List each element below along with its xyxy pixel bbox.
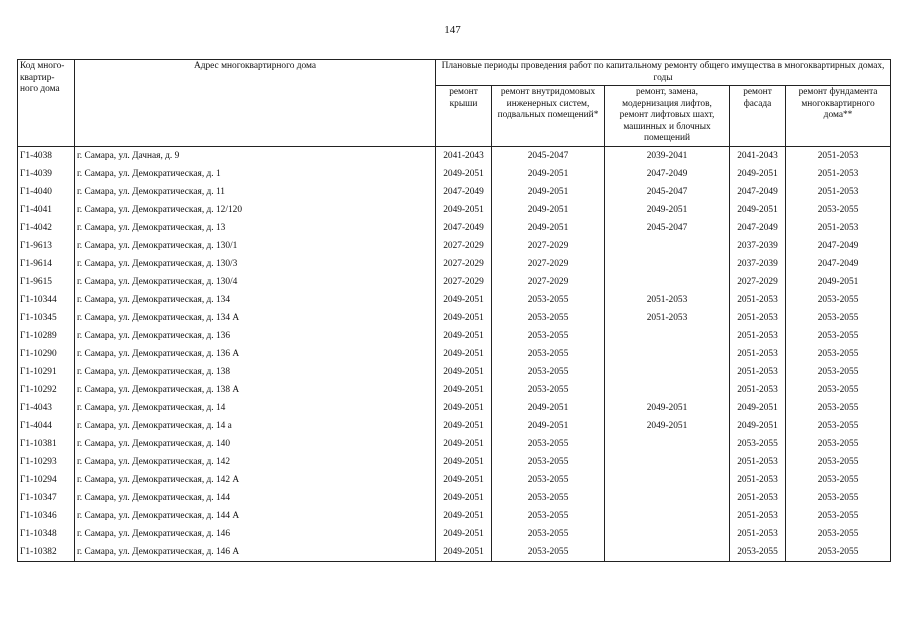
cell-code: Г1-10344 — [18, 291, 75, 309]
table-row — [18, 417, 891, 435]
cell-roof: 2049-2051 — [436, 525, 492, 543]
cell-code: Г1-10382 — [18, 543, 75, 562]
cell-foundation: 2053-2055 — [786, 381, 891, 399]
header-row-top — [18, 60, 891, 86]
cell-elevators — [605, 327, 730, 345]
capital-repair-schedule-table — [17, 59, 891, 562]
table-row — [18, 525, 891, 543]
cell-elevators — [605, 273, 730, 291]
cell-address: г. Самара, ул. Демократическая, д. 136 А — [75, 345, 436, 363]
cell-foundation: 2047-2049 — [786, 255, 891, 273]
table-row — [18, 165, 891, 183]
cell-elevators: 2045-2047 — [605, 183, 730, 201]
cell-engineering: 2049-2051 — [492, 399, 605, 417]
cell-foundation: 2053-2055 — [786, 345, 891, 363]
header-facade: ремонт фасада — [730, 86, 786, 147]
table-row — [18, 219, 891, 237]
cell-code: Г1-10346 — [18, 507, 75, 525]
page-number: 147 — [444, 24, 461, 36]
cell-roof: 2027-2029 — [436, 273, 492, 291]
cell-code: Г1-10345 — [18, 309, 75, 327]
cell-facade: 2047-2049 — [730, 219, 786, 237]
cell-address: г. Самара, ул. Демократическая, д. 146 А — [75, 543, 436, 562]
cell-elevators — [605, 489, 730, 507]
cell-facade: 2051-2053 — [730, 471, 786, 489]
table-body — [18, 146, 891, 561]
cell-engineering: 2049-2051 — [492, 165, 605, 183]
cell-foundation: 2053-2055 — [786, 291, 891, 309]
cell-elevators — [605, 363, 730, 381]
cell-elevators — [605, 471, 730, 489]
cell-facade: 2053-2055 — [730, 435, 786, 453]
cell-roof: 2047-2049 — [436, 219, 492, 237]
cell-foundation: 2053-2055 — [786, 489, 891, 507]
cell-engineering: 2053-2055 — [492, 327, 605, 345]
cell-elevators: 2045-2047 — [605, 219, 730, 237]
cell-roof: 2049-2051 — [436, 309, 492, 327]
cell-roof: 2049-2051 — [436, 507, 492, 525]
cell-roof: 2049-2051 — [436, 435, 492, 453]
table-row — [18, 543, 891, 562]
cell-engineering: 2053-2055 — [492, 525, 605, 543]
cell-engineering: 2027-2029 — [492, 255, 605, 273]
cell-roof: 2049-2051 — [436, 417, 492, 435]
cell-address: г. Самара, ул. Демократическая, д. 136 — [75, 327, 436, 345]
cell-foundation: 2049-2051 — [786, 273, 891, 291]
cell-facade: 2051-2053 — [730, 489, 786, 507]
table-row — [18, 363, 891, 381]
cell-code: Г1-9614 — [18, 255, 75, 273]
cell-address: г. Самара, ул. Демократическая, д. 138 А — [75, 381, 436, 399]
cell-address: г. Самара, ул. Демократическая, д. 138 — [75, 363, 436, 381]
cell-roof: 2049-2051 — [436, 363, 492, 381]
table-row — [18, 381, 891, 399]
cell-engineering: 2049-2051 — [492, 219, 605, 237]
header-code: Код много-квартир-ного дома — [18, 60, 75, 147]
cell-elevators — [605, 381, 730, 399]
cell-foundation: 2053-2055 — [786, 309, 891, 327]
cell-foundation: 2051-2053 — [786, 146, 891, 165]
cell-elevators: 2051-2053 — [605, 309, 730, 327]
cell-engineering: 2053-2055 — [492, 489, 605, 507]
cell-elevators — [605, 255, 730, 273]
cell-facade: 2037-2039 — [730, 255, 786, 273]
cell-foundation: 2047-2049 — [786, 237, 891, 255]
cell-facade: 2053-2055 — [730, 543, 786, 562]
header-engineering: ремонт внутридомовых инженерных систем, подвальных помещений* — [492, 86, 605, 147]
cell-address: г. Самара, ул. Демократическая, д. 11 — [75, 183, 436, 201]
cell-roof: 2041-2043 — [436, 146, 492, 165]
cell-address: г. Самара, ул. Демократическая, д. 130/1 — [75, 237, 436, 255]
cell-elevators — [605, 435, 730, 453]
cell-elevators: 2039-2041 — [605, 146, 730, 165]
cell-roof: 2047-2049 — [436, 183, 492, 201]
cell-address: г. Самара, ул. Демократическая, д. 140 — [75, 435, 436, 453]
cell-facade: 2051-2053 — [730, 345, 786, 363]
cell-roof: 2049-2051 — [436, 327, 492, 345]
table-row — [18, 327, 891, 345]
table-row — [18, 309, 891, 327]
cell-foundation: 2053-2055 — [786, 201, 891, 219]
cell-code: Г1-10289 — [18, 327, 75, 345]
cell-code: Г1-4041 — [18, 201, 75, 219]
cell-elevators: 2049-2051 — [605, 417, 730, 435]
cell-facade: 2051-2053 — [730, 525, 786, 543]
cell-roof: 2049-2051 — [436, 201, 492, 219]
cell-elevators — [605, 543, 730, 562]
cell-foundation: 2053-2055 — [786, 525, 891, 543]
cell-roof: 2049-2051 — [436, 453, 492, 471]
cell-engineering: 2027-2029 — [492, 237, 605, 255]
cell-facade: 2049-2051 — [730, 417, 786, 435]
cell-address: г. Самара, ул. Демократическая, д. 134 — [75, 291, 436, 309]
cell-address: г. Самара, ул. Дачная, д. 9 — [75, 146, 436, 165]
cell-roof: 2049-2051 — [436, 381, 492, 399]
cell-code: Г1-10381 — [18, 435, 75, 453]
cell-foundation: 2053-2055 — [786, 507, 891, 525]
cell-engineering: 2049-2051 — [492, 183, 605, 201]
header-periods-group: Плановые периоды проведения работ по капитальному ремонту общего имущества в многоквартирных домах, годы — [436, 60, 891, 86]
cell-code: Г1-10290 — [18, 345, 75, 363]
table-row — [18, 201, 891, 219]
table-row — [18, 435, 891, 453]
table-row — [18, 255, 891, 273]
cell-code: Г1-10347 — [18, 489, 75, 507]
cell-code: Г1-10291 — [18, 363, 75, 381]
cell-elevators: 2047-2049 — [605, 165, 730, 183]
cell-engineering: 2053-2055 — [492, 309, 605, 327]
cell-address: г. Самара, ул. Демократическая, д. 146 — [75, 525, 436, 543]
cell-facade: 2041-2043 — [730, 146, 786, 165]
cell-code: Г1-9613 — [18, 237, 75, 255]
cell-roof: 2027-2029 — [436, 237, 492, 255]
cell-engineering: 2049-2051 — [492, 417, 605, 435]
cell-elevators — [605, 345, 730, 363]
cell-code: Г1-10292 — [18, 381, 75, 399]
cell-facade: 2049-2051 — [730, 165, 786, 183]
cell-address: г. Самара, ул. Демократическая, д. 144 — [75, 489, 436, 507]
cell-elevators — [605, 507, 730, 525]
cell-engineering: 2053-2055 — [492, 507, 605, 525]
cell-address: г. Самара, ул. Демократическая, д. 144 А — [75, 507, 436, 525]
cell-code: Г1-10293 — [18, 453, 75, 471]
cell-elevators — [605, 525, 730, 543]
header-address: Адрес многоквартирного дома — [75, 60, 436, 147]
cell-code: Г1-4040 — [18, 183, 75, 201]
cell-engineering: 2053-2055 — [492, 471, 605, 489]
cell-address: г. Самара, ул. Демократическая, д. 142 А — [75, 471, 436, 489]
cell-engineering: 2053-2055 — [492, 453, 605, 471]
cell-elevators: 2049-2051 — [605, 399, 730, 417]
table-row — [18, 237, 891, 255]
cell-engineering: 2053-2055 — [492, 345, 605, 363]
cell-facade: 2051-2053 — [730, 309, 786, 327]
cell-foundation: 2051-2053 — [786, 219, 891, 237]
table-row — [18, 273, 891, 291]
cell-facade: 2051-2053 — [730, 381, 786, 399]
cell-roof: 2049-2051 — [436, 399, 492, 417]
cell-roof: 2049-2051 — [436, 489, 492, 507]
cell-address: г. Самара, ул. Демократическая, д. 12/120 — [75, 201, 436, 219]
cell-code: Г1-4042 — [18, 219, 75, 237]
cell-foundation: 2053-2055 — [786, 453, 891, 471]
cell-engineering: 2053-2055 — [492, 435, 605, 453]
table-row — [18, 146, 891, 165]
cell-foundation: 2051-2053 — [786, 183, 891, 201]
cell-engineering: 2027-2029 — [492, 273, 605, 291]
cell-address: г. Самара, ул. Демократическая, д. 134 А — [75, 309, 436, 327]
cell-roof: 2049-2051 — [436, 471, 492, 489]
cell-foundation: 2053-2055 — [786, 363, 891, 381]
cell-engineering: 2045-2047 — [492, 146, 605, 165]
cell-engineering: 2053-2055 — [492, 291, 605, 309]
cell-elevators — [605, 453, 730, 471]
cell-facade: 2027-2029 — [730, 273, 786, 291]
cell-engineering: 2053-2055 — [492, 543, 605, 562]
table-row — [18, 345, 891, 363]
cell-address: г. Самара, ул. Демократическая, д. 130/4 — [75, 273, 436, 291]
cell-code: Г1-4044 — [18, 417, 75, 435]
header-roof: ремонт крыши — [436, 86, 492, 147]
cell-code: Г1-10348 — [18, 525, 75, 543]
table-row — [18, 453, 891, 471]
cell-address: г. Самара, ул. Демократическая, д. 1 — [75, 165, 436, 183]
cell-foundation: 2053-2055 — [786, 399, 891, 417]
cell-roof: 2027-2029 — [436, 255, 492, 273]
cell-elevators: 2049-2051 — [605, 201, 730, 219]
cell-elevators: 2051-2053 — [605, 291, 730, 309]
table-row — [18, 183, 891, 201]
cell-foundation: 2053-2055 — [786, 435, 891, 453]
cell-foundation: 2053-2055 — [786, 543, 891, 562]
cell-roof: 2049-2051 — [436, 165, 492, 183]
cell-facade: 2051-2053 — [730, 507, 786, 525]
cell-facade: 2051-2053 — [730, 291, 786, 309]
cell-address: г. Самара, ул. Демократическая, д. 14 а — [75, 417, 436, 435]
cell-code: Г1-10294 — [18, 471, 75, 489]
cell-roof: 2049-2051 — [436, 291, 492, 309]
cell-facade: 2049-2051 — [730, 399, 786, 417]
cell-roof: 2049-2051 — [436, 345, 492, 363]
table-row — [18, 291, 891, 309]
cell-facade: 2051-2053 — [730, 363, 786, 381]
table-row — [18, 507, 891, 525]
cell-address: г. Самара, ул. Демократическая, д. 142 — [75, 453, 436, 471]
cell-address: г. Самара, ул. Демократическая, д. 130/3 — [75, 255, 436, 273]
cell-foundation: 2053-2055 — [786, 417, 891, 435]
cell-facade: 2051-2053 — [730, 453, 786, 471]
cell-facade: 2051-2053 — [730, 327, 786, 345]
cell-facade: 2037-2039 — [730, 237, 786, 255]
cell-roof: 2049-2051 — [436, 543, 492, 562]
cell-foundation: 2053-2055 — [786, 471, 891, 489]
cell-address: г. Самара, ул. Демократическая, д. 14 — [75, 399, 436, 417]
cell-code: Г1-4043 — [18, 399, 75, 417]
cell-code: Г1-9615 — [18, 273, 75, 291]
cell-address: г. Самара, ул. Демократическая, д. 13 — [75, 219, 436, 237]
cell-foundation: 2053-2055 — [786, 327, 891, 345]
header-foundation: ремонт фундамента многоквартирного дома** — [786, 86, 891, 147]
table-row — [18, 399, 891, 417]
cell-code: Г1-4038 — [18, 146, 75, 165]
cell-foundation: 2051-2053 — [786, 165, 891, 183]
cell-engineering: 2053-2055 — [492, 381, 605, 399]
cell-facade: 2049-2051 — [730, 201, 786, 219]
header-elevators: ремонт, замена, модернизация лифтов, ремонт лифтовых шахт, машинных и блочных помещений — [605, 86, 730, 147]
table-row — [18, 489, 891, 507]
cell-engineering: 2053-2055 — [492, 363, 605, 381]
cell-facade: 2047-2049 — [730, 183, 786, 201]
cell-engineering: 2049-2051 — [492, 201, 605, 219]
table-row — [18, 471, 891, 489]
cell-code: Г1-4039 — [18, 165, 75, 183]
cell-elevators — [605, 237, 730, 255]
